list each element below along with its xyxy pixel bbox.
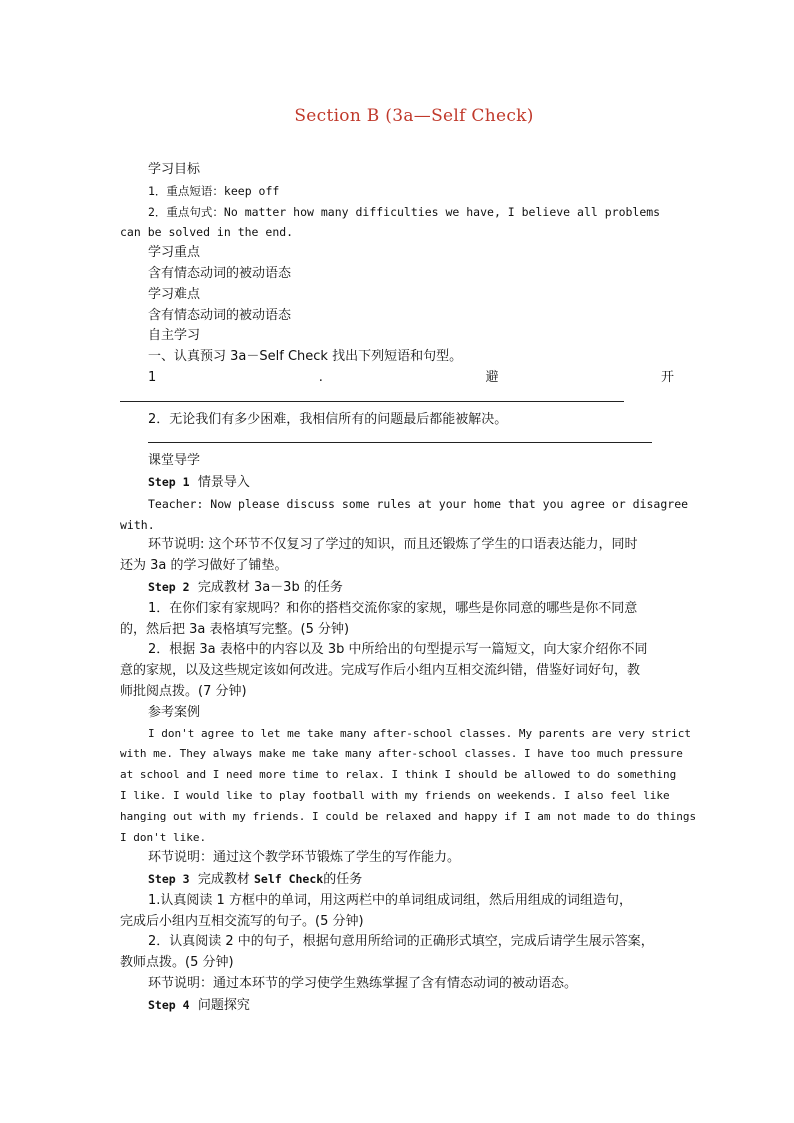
step-1-title: 情景导入 (197, 474, 250, 490)
note-3: 环节说明：通过本环节的学习使学生熟练掌握了含有情态动词的被动语态。 (148, 976, 578, 992)
teacher-line-2: with. (120, 517, 155, 532)
step-3-task-2-line-1: 2．认真阅读 2 中的句子，根据句意用所给词的正确形式填空，完成后请学生展示答案， (148, 934, 654, 950)
answer-line-2 (120, 430, 674, 451)
step-3-task-2-line-2: 教师点拨。(5 分钟) (120, 955, 234, 971)
step-2-label: Step 2 (148, 579, 190, 594)
step-2-task-2-line-1: 2．根据 3a 表格中的内容以及 3b 中所给出的句型提示写一篇短文，向大家介绍你不同 (148, 642, 648, 658)
step-3-title-a: 完成教材 (197, 872, 250, 888)
objective-1: 1．重点短语：keep off (148, 183, 280, 198)
step-3-task-1-line-2: 完成后小组内互相交流写的句子。(5 分钟) (120, 913, 364, 929)
document-title: Section B (3a—Self Check) (294, 106, 534, 126)
document-body (120, 160, 697, 1017)
difficulties-text: 含有情态动词的被动语态 (148, 307, 292, 323)
item-1-char-b: 开 (660, 369, 674, 385)
step-3-heading (120, 869, 674, 891)
step-1-label: Step 1 (148, 474, 190, 489)
objective-2-line-2: can be solved in the end. (120, 225, 294, 240)
self-study-heading: 自主学习 (148, 328, 201, 344)
item-1-number: 1 (148, 369, 157, 385)
step-4-title: 问题探究 (197, 997, 250, 1013)
step-3-task-1-line-1: 1.认真阅读 1 方框中的单词，用这两栏中的单词组成词组，然后用组成的词组造句， (148, 892, 632, 908)
step-2-task-1-line-2: 的，然后把 3a 表格填写完整。(5 分钟) (120, 621, 350, 637)
step-3-title-c: 的任务 (323, 872, 363, 888)
reference-line-2: with me. They always make me take many after-school classes. I have too much pressure (120, 747, 683, 761)
note-1-line-1: 环节说明: 这个环节不仅复习了学过的知识，而且还锻炼了学生的口语表达能力，同时 (148, 537, 638, 553)
item-1-dot: . (318, 369, 323, 385)
step-3-title-b: Self Check (253, 872, 324, 887)
reference-line-5: hanging out with my friends. I could be relaxed and happy if I am not made to do things (120, 809, 697, 823)
note-1-line-2: 还为 3a 的学习做好了铺垫。 (120, 558, 288, 574)
objective-2-line-1: 2．重点句式：No matter how many difficulties we have, I believe all problems (148, 204, 661, 219)
objectives-heading: 学习目标 (148, 162, 201, 177)
step-2-task-2-line-2: 意的家规，以及这些规定该如何改进。完成写作后小组内互相交流纠错，借鉴好词好句，教 (120, 663, 641, 679)
key-points-heading: 学习重点 (148, 245, 201, 261)
step-2-heading (120, 577, 674, 599)
step-2-task-2-line-3: 师批阅点拨。(7 分钟) (120, 683, 247, 699)
note-2: 环节说明：通过这个教学环节锻炼了学生的写作能力。 (148, 850, 461, 866)
reference-line-6: I don't like. (120, 830, 207, 844)
difficulties-heading: 学习难点 (148, 286, 201, 302)
step-3-label: Step 3 (148, 872, 190, 887)
step-2-task-1-line-1: 1．在你们家有家规吗？和你的搭档交流你家的家规，哪些是你同意的哪些是你不同意 (148, 600, 638, 616)
item-1-row (120, 368, 674, 389)
reference-line-3: at school and I need more time to relax. I think I should be allowed to do something (120, 768, 677, 782)
item-2: 2．无论我们有多少困难，我相信所有的问题最后都能被解决。 (148, 411, 508, 427)
answer-line-1 (120, 389, 674, 410)
reference-line-4: I like. I would like to play football with my friends on weekends. I also feel like (120, 788, 670, 802)
preview-instruction: 一、认真预习 3a－Self Check 找出下列短语和句型。 (148, 349, 463, 365)
step-4-label: Step 4 (148, 997, 190, 1012)
step-1-heading (120, 472, 674, 494)
step-4-heading (120, 995, 674, 1017)
reference-heading: 参考案例 (148, 704, 201, 720)
reference-line-1: I don't agree to let me take many after-school classes. My parents are very strict (148, 726, 692, 740)
key-points-text: 含有情态动词的被动语态 (148, 265, 292, 281)
item-1-char-a: 避 (485, 369, 499, 385)
step-2-title: 完成教材 3a－3b 的任务 (197, 579, 343, 595)
classroom-heading: 课堂导学 (148, 453, 201, 469)
teacher-line-1: Teacher: Now please discuss some rules at your home that you agree or disagree (148, 496, 689, 511)
